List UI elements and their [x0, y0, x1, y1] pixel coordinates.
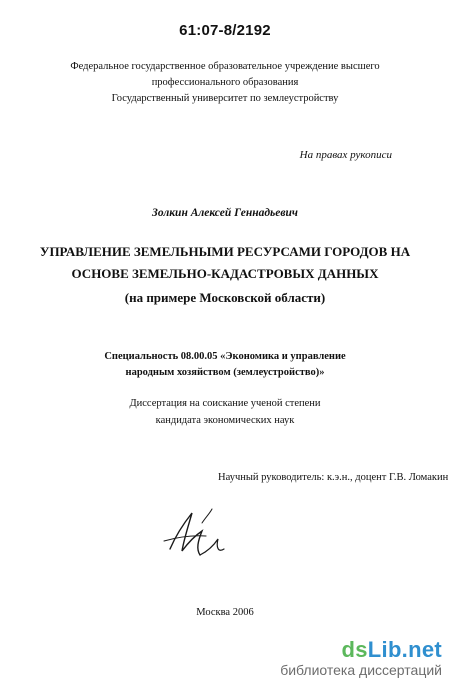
title-line-2: ОСНОВЕ ЗЕМЕЛЬНО-КАДАСТРОВЫХ ДАННЫХ [71, 266, 379, 281]
handwritten-signature [162, 505, 232, 563]
dslib-watermark [280, 638, 442, 678]
archive-stamp-number: 61:07-8/2192 [179, 22, 271, 39]
dslib-logo-prefix: ds [341, 637, 368, 662]
city-and-year: Москва 2006 [196, 607, 254, 618]
title-line-3: (на примере Московской области) [124, 290, 326, 305]
dissertation-degree-line-2: кандидата экономических наук [155, 415, 295, 426]
organization-line-2: профессионального образования [151, 77, 299, 88]
specialty-line-2: народным хозяйством (землеустройство)» [125, 367, 325, 378]
scientific-advisor: Научный руководитель: к.э.н., доцент Г.В. Ломакин [218, 472, 449, 483]
dslib-subtitle: библиотека диссертаций [280, 662, 442, 678]
organization-line-1: Федеральное государственное образовательное учреждение высшего [70, 61, 380, 72]
title-line-1: УПРАВЛЕНИЕ ЗЕМЕЛЬНЫМИ РЕСУРСАМИ ГОРОДОВ НА [39, 244, 411, 259]
dslib-logo [280, 638, 442, 662]
organization-line-3: Государственный университет по землеустройству [111, 93, 339, 104]
specialty-line-1: Специальность 08.00.05 «Экономика и управление [104, 351, 346, 362]
dslib-logo-rest: Lib.net [367, 637, 442, 662]
author-name: Золкин Алексей Геннадьевич [152, 207, 298, 219]
dissertation-degree-line-1: Диссертация на соискание ученой степени [129, 398, 321, 409]
manuscript-rights-note: На правах рукописи [299, 149, 392, 161]
